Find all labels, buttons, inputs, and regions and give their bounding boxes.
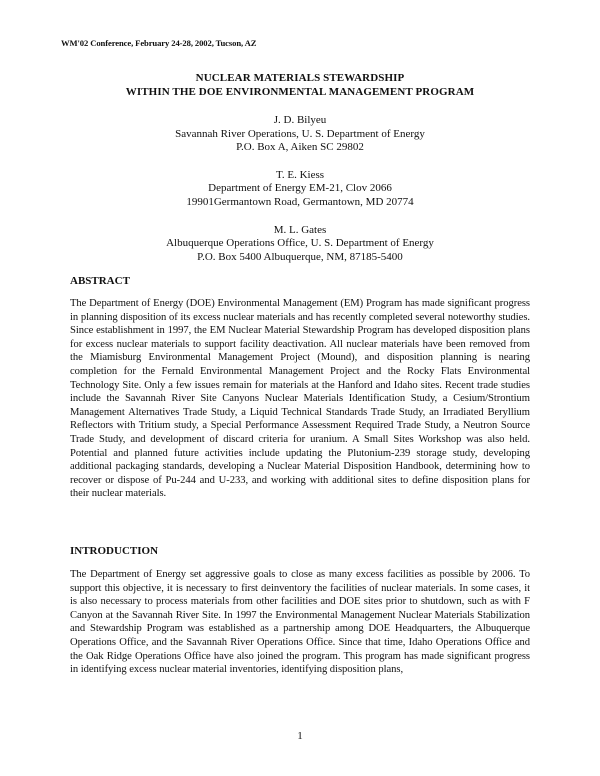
title-line-2: WITHIN THE DOE ENVIRONMENTAL MANAGEMENT PROGRAM [125,86,475,98]
author-affiliation: Savannah River Operations, U. S. Department of Energy [175,127,425,140]
author-affiliation: Albuquerque Operations Office, U. S. Department of Energy [166,237,434,250]
paper-title [0,71,600,99]
author-address: 19901Germantown Road, Germantown, MD 20774 [186,195,414,208]
author-address: P.O. Box A, Aiken SC 29802 [236,141,364,154]
author-block [0,224,600,265]
conference-header: WM'02 Conference, February 24-28, 2002, Tucson, AZ [61,38,257,48]
abstract-heading: ABSTRACT [70,275,130,287]
author-name: M. L. Gates [273,223,327,236]
author-name: T. E. Kiess [275,168,325,181]
introduction-body: The Department of Energy set aggressive goals to close as many excess facilities as possible by 2006. To support this objective, it is necessary to first deinventory the facilities of nuclear materials. In some cases, it is also necessary to process materials from other facilities and DOE sites prior to shutdown, such as with F Canyon at the Savannah River Site. In 1997 the Environmental Management Nuclear Materials Stabilization and Stewardship Program was established as a partnership among DOE Headquarters, the Albuquerque Operations Office, and the Savannah River Operations Office. Since that time, Idaho Operations Office and the Oak Ridge Operations Office have also joined the program. This program has made significant progress in identifying excess nuclear material inventories, identifying disposition plans, [70,569,530,676]
author-address: P.O. Box 5400 Albuquerque, NM, 87185-5400 [197,250,403,263]
author-affiliation: Department of Energy EM-21, Clov 2066 [208,182,392,195]
author-block [0,114,600,155]
author-block [0,169,600,210]
author-list [0,114,600,278]
title-line-1: NUCLEAR MATERIALS STEWARDSHIP [195,72,405,84]
page-number: 1 [297,730,303,742]
author-name: J. D. Bilyeu [273,114,327,126]
introduction-heading: INTRODUCTION [70,545,159,557]
abstract-body: The Department of Energy (DOE) Environmental Management (EM) Program has made significant progress in planning disposition of its excess nuclear materials and has recently completed several noteworthy studies. Since establishment in 1997, the EM Nuclear Material Stewardship Program has developed disposition plans for excess nuclear materials to support facility deactivation. All nuclear materials have been removed from the Miamisburg Environmental Management Project (Mound), and disposition planning is nearing completion for the Fernald Environmental Management Project and the Rocky Flats Environmental Technology Site. Only a few issues remain for materials at the Hanford and Idaho sites. Recent trade studies include the Savannah River Site Canyons Nuclear Materials Identification Study, a Cesium/Strontium Management Alternatives Trade Study, a Liquid Technical Standards Trade Study, an Irradiated Beryllium Reflectors with Tritium study, a Special Performance Assessment Required Trade Study, a Neutron Source Trade Study, and development of discard criteria for uranium. A Small Sites Workshop was also held. Potential and planned future activities include updating the Plutonium-239 storage study, developing additional packaging standards, developing a Nuclear Material Disposition Handbook, determining how to recover or dispose of Pu-244 and U-233, and working with additional sites to define disposition plans for their nuclear materials. [70,298,530,500]
